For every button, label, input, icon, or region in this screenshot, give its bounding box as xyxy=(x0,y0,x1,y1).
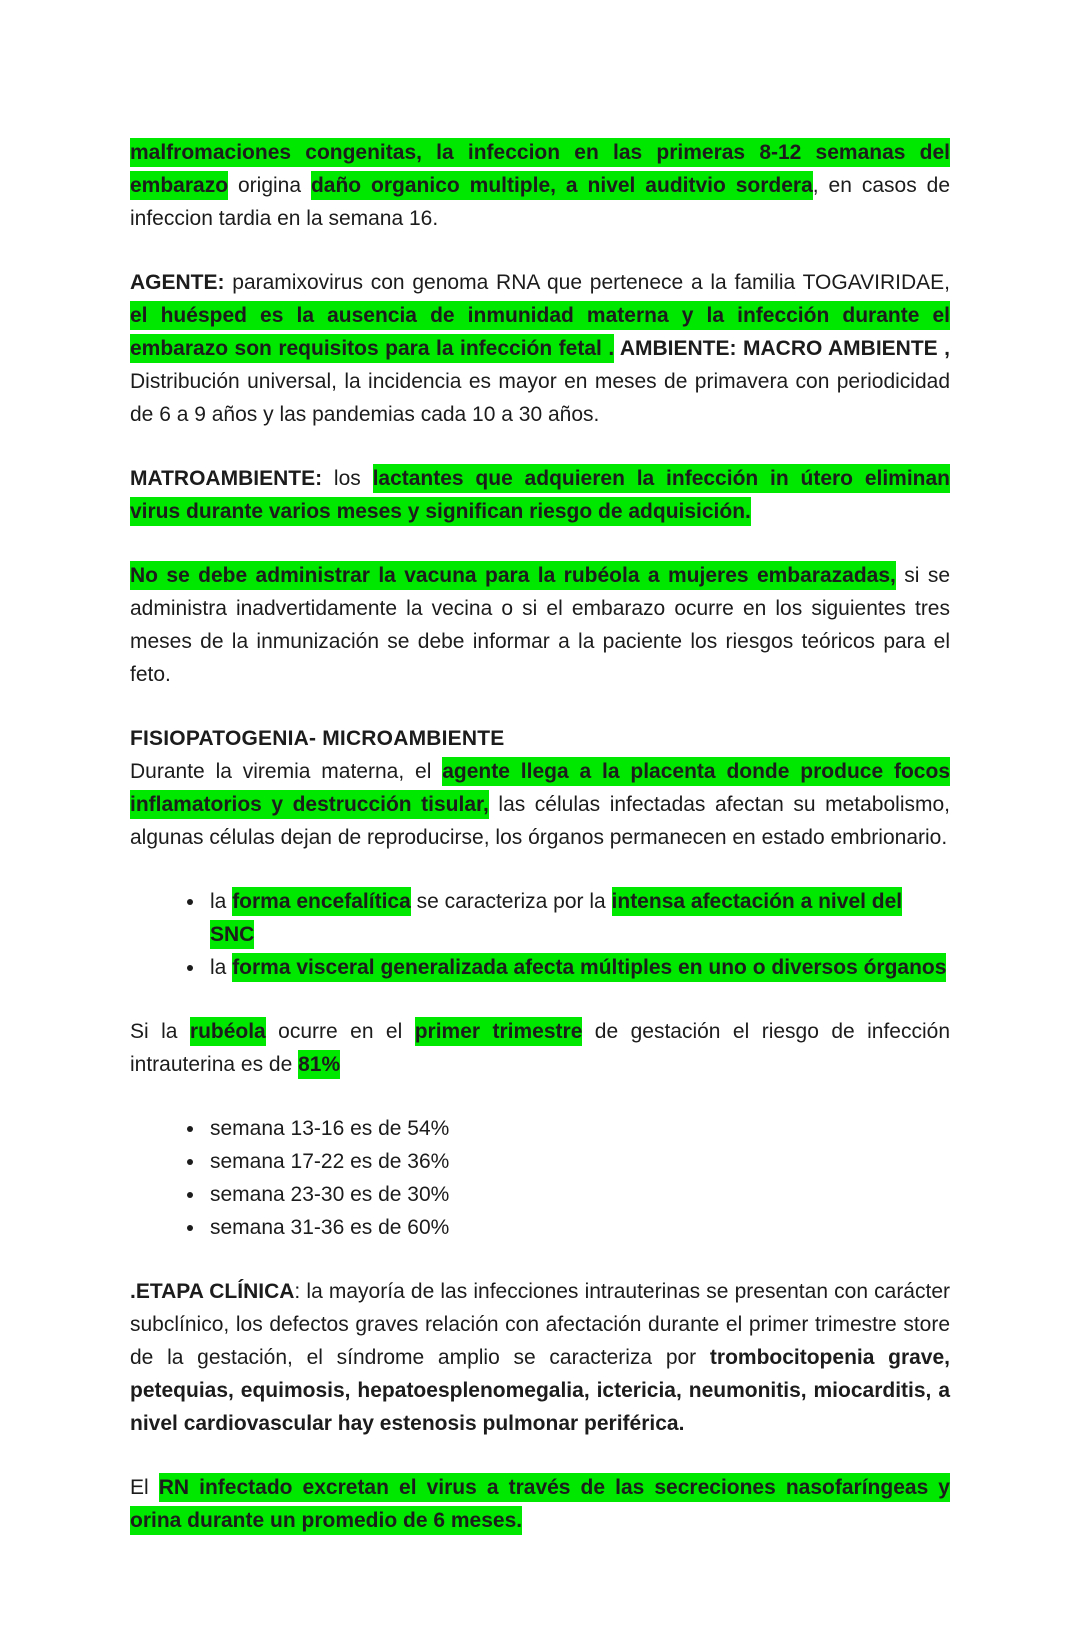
section-heading xyxy=(130,722,950,755)
text-segment: las células infectadas afectan su metabolismo, algunas células dejan de reproducirse, los órganos permanecen en estado embrionario. xyxy=(130,793,950,849)
paragraph xyxy=(130,559,950,691)
highlighted-text-segment: malfromaciones congenitas, la infeccion en las primeras 8-12 semanas del embarazo xyxy=(130,138,950,200)
paragraph xyxy=(130,755,950,854)
text-segment: se caracteriza por la xyxy=(410,890,612,913)
text-segment: MATROAMBIENTE: xyxy=(130,467,323,490)
text-segment: Durante la viremia materna, el xyxy=(130,760,443,783)
text-segment: El xyxy=(130,1476,159,1499)
paragraph xyxy=(130,1275,950,1440)
text-segment: los xyxy=(322,467,373,490)
highlighted-text-segment: forma encefalítica xyxy=(232,887,411,916)
paragraph xyxy=(130,1015,950,1081)
text-segment: semana 17-22 es de 36% xyxy=(210,1150,450,1173)
highlighted-text-segment: daño organico multiple, a nivel auditvio sordera xyxy=(311,171,813,200)
highlighted-text-segment: rubéola xyxy=(190,1017,266,1046)
text-segment: ocurre en el xyxy=(265,1020,415,1043)
paragraph xyxy=(130,1471,950,1537)
text-segment: la xyxy=(210,890,233,913)
text-segment: trombocitopenia grave, petequias, equimosis, hepatoesplenomegalia, ictericia, neumonitis, miocarditis, a nivel cardiovascular hay estenosis pulmonar periférica. xyxy=(130,1346,951,1435)
text-segment: AMBIENTE: MACRO AMBIENTE , xyxy=(614,337,950,360)
text-segment: semana 31-36 es de 60% xyxy=(210,1216,450,1239)
highlighted-text-segment: forma visceral generalizada afecta múltiples en uno o diversos órganos xyxy=(232,953,946,982)
text-segment: Si la xyxy=(130,1020,190,1043)
text-segment: : la mayoría de las infecciones intrauterinas se presentan con carácter subclínico, los defectos graves relación con afectación durante el primer trimestre store de la gestación, el síndrome amplio se caracteriza por xyxy=(130,1280,950,1369)
list-item xyxy=(206,1178,950,1211)
paragraph xyxy=(130,136,950,235)
text-segment: FISIOPATOGENIA- MICROAMBIENTE xyxy=(130,727,505,750)
paragraph xyxy=(130,266,950,431)
text-segment: origina xyxy=(228,174,311,197)
paragraph xyxy=(130,462,950,528)
list-item xyxy=(206,1211,950,1244)
text-segment: si se administra inadvertidamente la vecina o si el embarazo ocurre en los siguientes tres meses de la inmunización se debe informar a la paciente los riesgos teóricos para el feto. xyxy=(130,564,951,686)
highlighted-text-segment: primer trimestre xyxy=(415,1017,583,1046)
highlighted-text-segment: el huésped es la ausencia de inmunidad materna y la infección durante el embarazo son requisitos para la infección fetal . xyxy=(130,301,950,363)
highlighted-text-segment: intensa afectación a nivel del SNC xyxy=(210,887,902,949)
text-segment: , en casos de infeccion tardia en la semana 16. xyxy=(130,174,950,230)
highlighted-text-segment: lactantes que adquieren la infección in útero eliminan virus durante varios meses y significan riesgo de adquisición. xyxy=(130,464,950,526)
text-segment: la xyxy=(210,956,233,979)
list-item xyxy=(206,885,950,951)
list-item xyxy=(206,1112,950,1145)
text-segment: AGENTE: xyxy=(130,271,225,294)
highlighted-text-segment: 81% xyxy=(298,1050,340,1079)
list-item xyxy=(206,1145,950,1178)
bullet-list xyxy=(130,885,950,984)
text-segment: paramixovirus con genoma RNA que pertenece a la familia TOGAVIRIDAE, xyxy=(224,271,950,294)
text-segment: de gestación el riesgo de infección intrauterina es de xyxy=(130,1020,950,1076)
bullet-list xyxy=(130,1112,950,1244)
text-segment: semana 23-30 es de 30% xyxy=(210,1183,450,1206)
highlighted-text-segment: agente llega a la placenta donde produce focos inflamatorios y destrucción tisular, xyxy=(130,757,950,819)
highlighted-text-segment: RN infectado excretan el virus a través de las secreciones nasofaríngeas y orina durante un promedio de 6 meses. xyxy=(130,1473,950,1535)
text-segment: semana 13-16 es de 54% xyxy=(210,1117,450,1140)
text-segment: .ETAPA CLÍNICA xyxy=(130,1280,295,1303)
highlighted-text-segment: No se debe administrar la vacuna para la rubéola a mujeres embarazadas, xyxy=(130,561,896,590)
list-item xyxy=(206,951,950,984)
text-segment: Distribución universal, la incidencia es mayor en meses de primavera con periodicidad de 6 a 9 años y las pandemias cada 10 a 30 años. xyxy=(130,370,950,426)
